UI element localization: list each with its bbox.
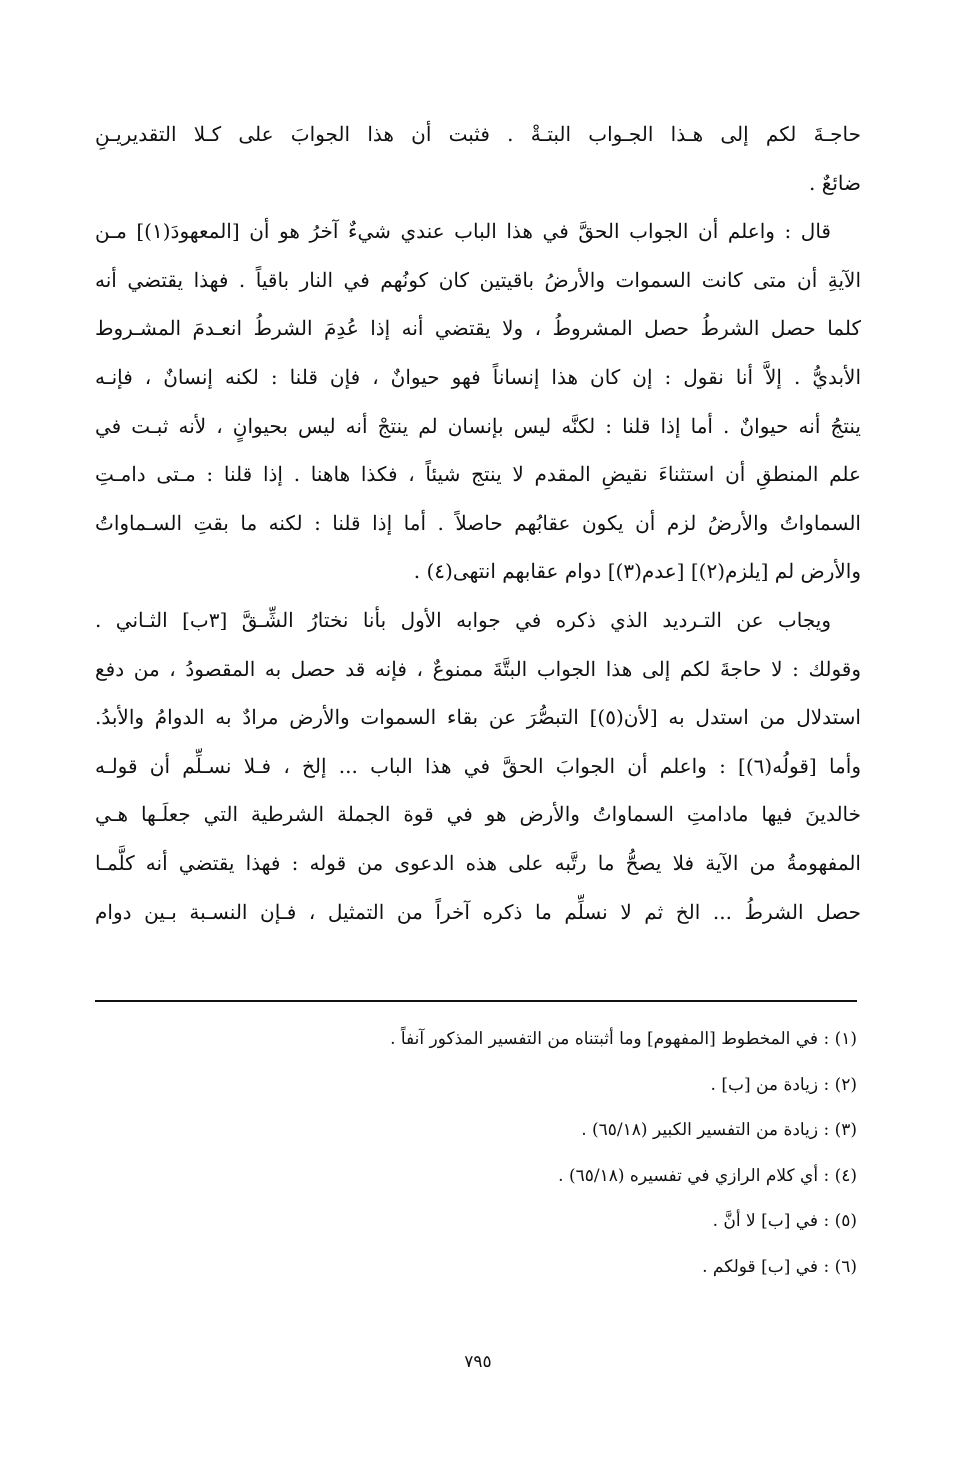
text-line-5: كلما حصل الشرطُ حصل المشروطُ ، ولا يقتضي أنه إذا عُدِمَ الشرطُ انعـدمَ المشـروط bbox=[95, 316, 861, 341]
footnote-1: (١) : في المخطوط [المفهوم] وما أثبتناه من التفسير المذكور آنفاً . bbox=[390, 1029, 857, 1049]
text-line-12: وقولك : لا حاجةَ لكم إلى هذا الجواب البتَّةَ ممنوعٌ ، فإنه قد حصل به المقصودُ ، من دفع bbox=[95, 656, 861, 681]
text-line-17: حصل الشرطُ ... الخ ثم لا نسلِّم ما ذكره آخراً من التمثيل ، فـإن النسـبة بـين دوام bbox=[95, 899, 861, 924]
text-line-4: الآيةِ أن متى كانت السموات والأرضُ باقيتين كان كونُهم في النار باقياً . فهذا يقتضي أنه bbox=[95, 267, 861, 292]
footnote-5: (٥) : في [ب] لا أنَّ . bbox=[712, 1211, 857, 1231]
text-line-10: والأرض لم [يلزم(٢)] [عدم(٣)] دوام عقابهم انتهى(٤) . bbox=[413, 559, 861, 584]
footnote-3: (٣) : زيادة من التفسير الكبير (٦٥/١٨) . bbox=[581, 1120, 857, 1140]
text-line-8: علم المنطقِ أن استثناءَ نقيضِ المقدم لا ينتج شيئاً ، فكذا هاهنا . إذا قلنا : مـتى دامـتِ bbox=[95, 462, 861, 487]
text-line-1: حاجـةَ لكم إلى هـذا الجـواب البتـةْ . فثبت أن هذا الجوابَ على كـلا التقديريـنِ bbox=[95, 122, 861, 146]
footnote-4: (٤) : أي كلام الرازي في تفسيره (٦٥/١٨) . bbox=[558, 1165, 857, 1186]
footnote-6: (٦) : في [ب] قولكم . bbox=[702, 1256, 857, 1277]
text-line-7: ينتجُ أنه حيوانٌ . أما إذا قلنا : لكنَّه ليس بإنسان لم ينتجْ أنه ليس بحيوانٍ ، لأنه ثبـت في bbox=[95, 413, 861, 438]
text-line-11: ويجاب عن التـرديد الذي ذكره في جوابه الأول بأنا نختارُ الشِّـقَّ [٣ب] الثـاني . bbox=[95, 607, 831, 632]
text-line-13: استدلال من استدل به [لأن(٥)] التبصُّرَ عن بقاء السموات والأرض مرادٌ به الدوامُ والأبدُ. bbox=[95, 705, 861, 730]
page-number: ٧٩٥ bbox=[464, 1352, 492, 1372]
text-line-6: الأبديُّ . إلاَّ أنا نقول : إن كان هذا إنساناً فهو حيوانٌ ، فإن قلنا : لكنه إنسانٌ ، فإنـه bbox=[95, 364, 861, 389]
main-text bbox=[95, 110, 861, 936]
text-line-14: وأما [قولُه(٦)] : واعلم أن الجوابَ الحقَّ في هذا الباب ... إلخ ، فـلا نسـلِّم أن قولـه bbox=[95, 753, 861, 778]
text-line-15: خالدينَ فيها مادامتِ السماواتُ والأرض هو في قوة الجملة الشرطية التي جعلَـها هـي bbox=[95, 802, 861, 827]
footnotes bbox=[91, 1017, 857, 1290]
text-line-9: السماواتُ والأرضُ لزم أن يكون عقابُهم حاصلاً . أما إذا قلنا : لكنه ما بقتِ السـماواتُ bbox=[95, 510, 861, 535]
text-line-16: المفهومةُ من الآية فلا يصحُّ ما رتَّبه على هذه الدعوى من قوله : فهذا يقتضي أنه كلَّمـا bbox=[95, 850, 861, 875]
footnote-2: (٢) : زيادة من [ب] . bbox=[710, 1074, 857, 1095]
text-line-3: قال : واعلم أن الجواب الحقَّ في هذا الباب عندي شيءٌ آخرُ هو أن [المعهودَ(١)] مـن bbox=[95, 219, 831, 244]
footnote-divider bbox=[95, 1000, 857, 1002]
text-line-2: ضائعٌ . bbox=[808, 170, 861, 195]
